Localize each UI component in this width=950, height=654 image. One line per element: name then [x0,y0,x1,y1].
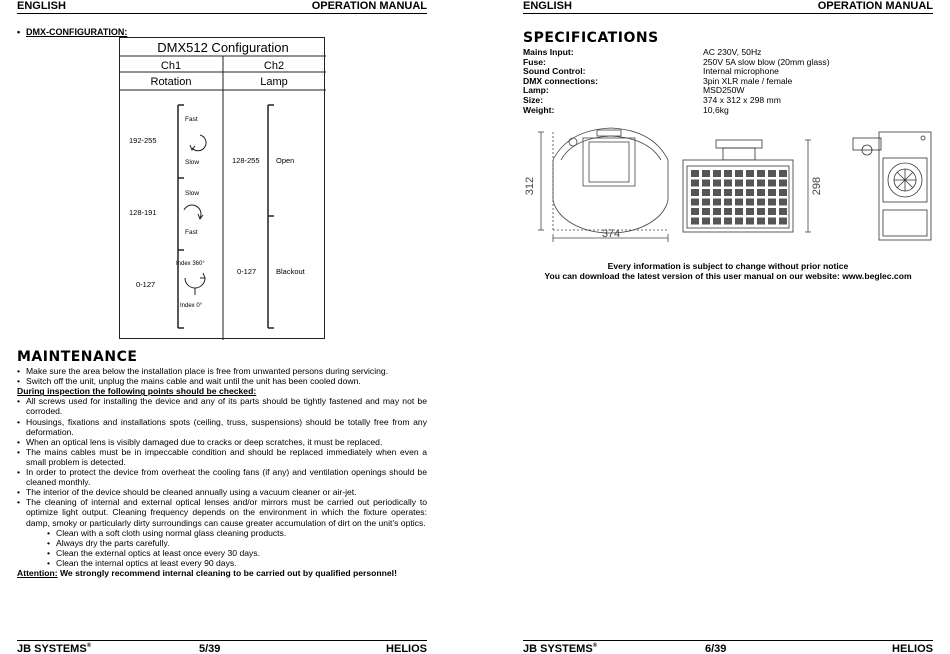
led-cell [702,208,710,215]
list-item: • When an optical lens is visibly damaged due to cracks or deep scratches, it must be replaced. [17,437,427,447]
spec-label: Size: [523,94,544,105]
spec-label: Sound Control: [523,66,586,77]
led-cell [779,208,787,215]
attention-text: We strongly recommend internal cleaning to be carried out by qualified personnel! [57,567,397,578]
spec-value: Internal microphone [703,66,779,77]
led-cell [779,170,787,177]
spec-label: DMX connections: [523,75,598,86]
led-cell [735,208,743,215]
ch1-slow-label-2: Slow [185,190,200,197]
led-cell [746,189,754,196]
ch2-blackout-label: Blackout [276,267,305,276]
led-cell [779,199,787,206]
led-cell [702,170,710,177]
page-footer [17,640,427,654]
maintenance-check-list [17,396,427,527]
led-cell [746,180,754,187]
ch1-index0-label: Index 0° [180,303,203,309]
led-cell [713,170,721,177]
list-item: • All screws used for installing the device and any of its parts should be tightly fastened and may not be corroded. [17,396,427,416]
dmx-box-title: DMX512 Configuration [157,40,289,55]
led-cell [746,199,754,206]
led-cell [702,218,710,225]
maintenance-title: MAINTENANCE [17,349,138,365]
led-cell [713,189,721,196]
attention-note [17,568,427,578]
dimension-drawings [523,120,933,250]
ch1-name: Ch1 [160,60,182,72]
led-cell [757,199,765,206]
ch1-slow-label: Slow [185,159,200,166]
led-cell [757,208,765,215]
maintenance-section [17,349,427,578]
list-item: • Housings, fixations and installations spots (ceiling, truss, suspensions) should be totally free from any deformation. [17,417,427,437]
spec-value: AC 230V, 50Hz [703,47,762,57]
led-cell [779,189,787,196]
ch1-fast-label-2: Fast [185,229,198,236]
dim-height-label: 312 [524,176,536,196]
list-item: • Make sure the area below the installation place is free from unwanted persons during servicing. [17,366,427,376]
spec-label: Mains Input: [523,47,574,57]
footer-brand: JB SYSTEMS® [523,643,598,654]
led-cell [735,189,743,196]
page-footer [523,640,933,654]
page-header [523,0,933,14]
spec-label: Fuse: [523,56,546,67]
led-cell [735,180,743,187]
list-item: • The cleaning of internal and external optical lenses and/or mirrors must be carried out periodically to optimize light output. Cleaning frequency depends on the environment in which the fixture operates: damp, smoky or particularly dirty surroundings can cause greater accumulation of dirt on the unit’s optics. [17,497,427,527]
led-cell [691,208,699,215]
ch2-range-128-255: 128-255 [232,156,260,165]
led-cell [691,218,699,225]
led-cell [713,208,721,215]
maintenance-intro-list [17,366,427,386]
header-title: OPERATION MANUAL [817,0,933,12]
header-language: ENGLISH [523,0,572,12]
dmx-config-label: • DMX-CONFIGURATION: [17,27,128,37]
led-cell [768,218,776,225]
ch1-index360-label: Index 360° [176,261,205,267]
ch2-function: Lamp [260,76,288,88]
spec-label: Weight: [523,104,555,115]
side-view-drawing [853,132,931,240]
led-cell [779,180,787,187]
led-cell [757,189,765,196]
led-cell [702,199,710,206]
ch1-range-0-127: 0-127 [136,280,156,289]
led-cell [768,208,776,215]
spec-value: 250V 5A slow blow (20mm glass) [703,56,830,67]
led-cell [735,218,743,225]
led-cell [757,180,765,187]
led-cell [713,199,721,206]
spec-value: 3pin XLR male / female [703,75,793,86]
led-cell [779,218,787,225]
bullet: • [17,27,21,37]
ch2-open-label: Open [276,156,295,165]
list-item: • The interior of the device should be cleaned annually using a vacuum cleaner or air-jet. [17,487,427,497]
dmx-configuration-diagram [119,37,325,339]
led-cell [702,180,710,187]
cleaning-sub-list [17,528,427,568]
spec-value: 374 x 312 x 298 mm [703,94,781,105]
led-cell [746,170,754,177]
list-item: • Clean the external optics at least once every 30 days. [47,548,427,558]
led-cell [691,180,699,187]
led-cell [724,180,732,187]
notice-line-2: You can download the latest version of this user manual on our website: www.beglec.com [544,271,912,281]
led-cell [768,199,776,206]
list-item: • Clean with a soft cloth using normal glass cleaning products. [47,528,427,538]
list-item: • The mains cables must be in impeccable condition and should be replaced immediately when even a small problem is detected. [17,447,427,467]
spec-label: Lamp: [523,85,549,96]
spec-value: MSD250W [703,85,745,96]
led-cell [724,189,732,196]
ch1-function: Rotation [150,76,192,88]
specifications-title: SPECIFICATIONS [523,30,659,46]
led-cell [691,199,699,206]
dim-width-label: 374 [601,228,621,240]
led-cell [724,208,732,215]
rotation-ccw-icon [184,205,203,219]
dim-depth-label: 298 [811,176,823,196]
ch2-name: Ch2 [263,60,285,72]
rotation-cw-icon [190,135,206,151]
led-cell [768,180,776,187]
footer-page-number: 6/39 [705,643,727,654]
led-cell [757,170,765,177]
attention-label: Attention: [17,567,58,578]
led-cell [691,189,699,196]
led-cell [724,170,732,177]
list-item: • Clean the internal optics at least every 90 days. [47,558,427,568]
list-item: • In order to protect the device from overheat the cooling fans (if any) and ventilation openings should be cleaned monthly. [17,467,427,487]
footer-page-number: 5/39 [199,643,221,654]
footer-product: HELIOS [386,643,427,654]
ch1-range-128-191: 128-191 [129,208,157,217]
spec-value: 10,6kg [703,104,729,115]
specifications-table [523,48,933,115]
specifications-section [523,30,933,115]
left-page [17,0,427,654]
ch1-fast-label: Fast [185,116,198,123]
spec-row [523,106,933,116]
led-cell [702,189,710,196]
page-header [17,0,427,14]
led-cell [713,180,721,187]
led-cell [746,218,754,225]
led-cell [746,208,754,215]
right-page [523,0,933,654]
footer-product: HELIOS [892,643,933,654]
checklist-heading: During inspection the following points should be checked: [17,386,257,397]
front-view-drawing [538,128,668,242]
led-cell [713,218,721,225]
led-cell [757,218,765,225]
footer-brand: JB SYSTEMS® [17,643,92,654]
header-language: ENGLISH [17,0,66,12]
led-cell [724,218,732,225]
list-item: • Switch off the unit, unplug the mains cable and wait until the unit has been cooled down. [17,376,427,386]
index-dial-icon [185,273,205,295]
list-item: • Always dry the parts carefully. [47,538,427,548]
led-cell [735,199,743,206]
dmx-diagram-svg [120,38,326,340]
led-cell [768,170,776,177]
led-cell [724,199,732,206]
drawings-svg [523,120,933,250]
led-cell [691,170,699,177]
ch1-range-192-255: 192-255 [129,136,157,145]
notice-block [523,261,933,281]
header-title: OPERATION MANUAL [311,0,427,12]
led-cell [735,170,743,177]
ch2-range-0-127: 0-127 [237,267,257,276]
led-cell [768,189,776,196]
notice-line-1: Every information is subject to change without prior notice [607,261,849,271]
